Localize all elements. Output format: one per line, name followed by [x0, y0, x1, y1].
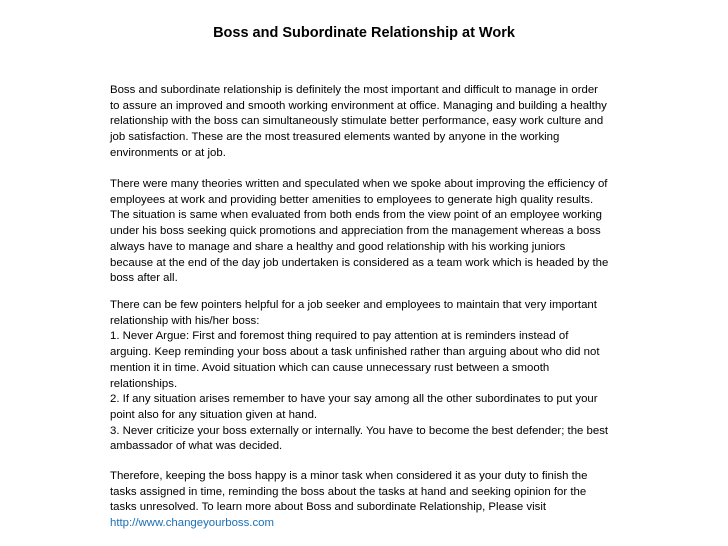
website-link[interactable]: http://www.changeyourboss.com — [110, 517, 274, 530]
pointer-item-1: 1. Never Argue: First and foremost thing required to pay attention at is reminders instead of arguing. Keep reminding your boss about a task unfinished rather than arguing about who did not mention it in time. Avoid situation which can cause unnecessary rust between a smooth relationships. — [110, 330, 600, 390]
theories-paragraph: There were many theories written and speculated when we spoke about improving the efficiency of employees at work and providing better amenities to employees to generate high quality results. The situation is same when evaluated from both ends from the view point of an employee working under his boss seeking quick promotions and appreciation from the management whereas a boss always have to manage and share a healthy and good relationship with his working juniors because at the end of the day job undertaken is considered as a team work which is headed by the boss after all. — [110, 178, 609, 285]
intro-paragraph: Boss and subordinate relationship is definitely the most important and difficult to manage in order to assure an improved and smooth working environment at office. Managing and building a healthy relationship with the boss can simultaneously stimulate better performance, easy work culture and job satisfaction. These are the most treasured elements wanted by anyone in the working environments or at job. — [110, 84, 607, 159]
document-title: Boss and Subordinate Relationship at Work — [213, 25, 515, 41]
pointers-section — [110, 298, 610, 455]
closing-paragraph — [110, 469, 610, 532]
closing-text: Therefore, keeping the boss happy is a minor task when considered it as your duty to finish the tasks assigned in time, reminding the boss about the tasks at hand and seeking opinion for the tasks unresolved. To learn more about Boss and subordinate Relationship, Please visit — [110, 470, 588, 514]
pointer-item-2: 2. If any situation arises remember to have your say among all the other subordinates to put your point also for any situation given at hand. — [110, 393, 598, 421]
pointers-intro: There can be few pointers helpful for a job seeker and employees to maintain that very important relationship with his/her boss: — [110, 299, 597, 327]
pointer-item-3: 3. Never criticize your boss externally or internally. You have to become the best defender; the best ambassador of what was decided. — [110, 424, 609, 453]
